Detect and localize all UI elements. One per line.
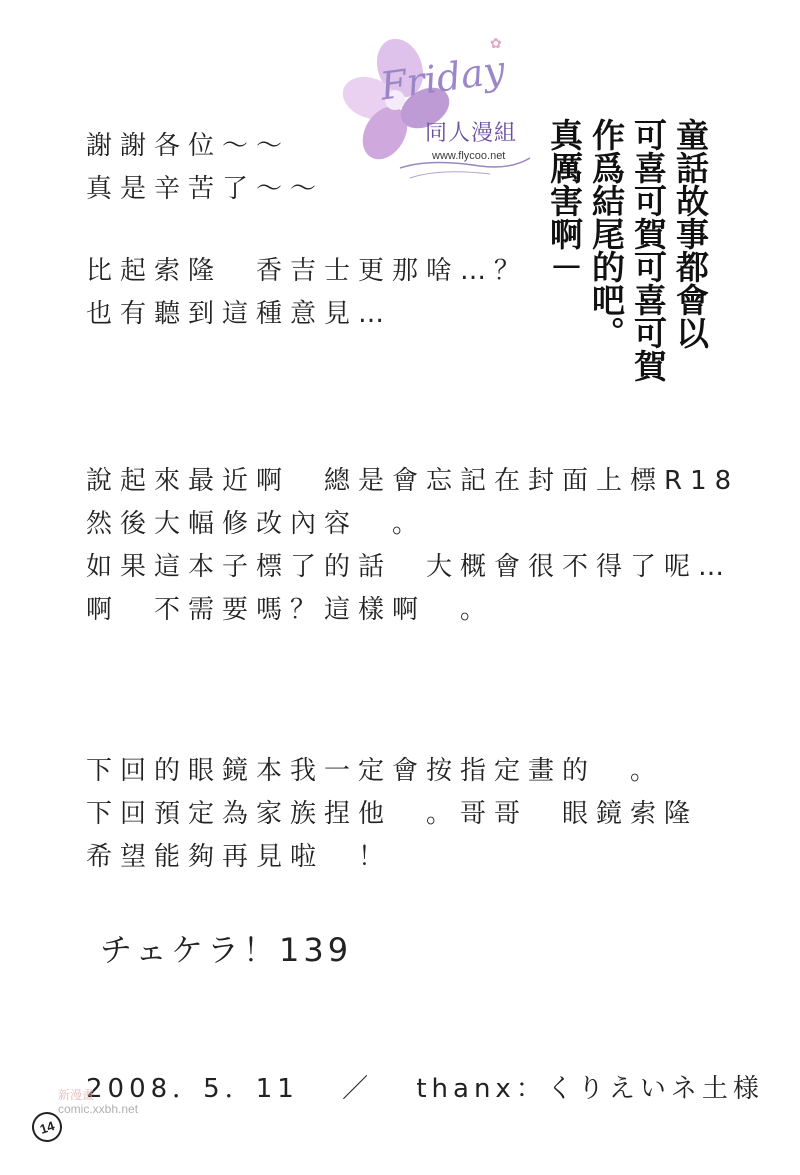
watermark-line: 新漫畫 — [58, 1088, 95, 1102]
text-line: 下回預定為家族捏他 。哥哥 眼鏡索隆 — [86, 799, 699, 829]
logo-url: www.flycoo.net — [432, 150, 506, 162]
text-line: 希望能夠再見啦 ！ — [86, 842, 393, 872]
text-line: 啊 不需要嗎？這樣啊 。 — [86, 595, 495, 625]
paragraph-opinion — [86, 250, 528, 336]
site-watermark — [58, 1088, 138, 1116]
vertical-text-column: 可喜可賀可喜可賀 — [629, 118, 668, 382]
footer-thanks: thanx：くりえいネ土様 — [416, 1074, 764, 1104]
text-line: 說起來最近啊 總是會忘記在封面上標R18 — [86, 466, 740, 496]
vertical-text-block — [546, 118, 708, 428]
group-logo — [340, 28, 550, 188]
page-number-badge: 14 — [28, 1108, 66, 1146]
paragraph-thanks — [86, 125, 324, 211]
text-line: 比起索隆 香吉士更那啥…？ — [86, 256, 529, 286]
text-line: 如果這本子標了的話 大概會很不得了呢… — [86, 552, 733, 582]
text-line: 下回的眼鏡本我一定會按指定畫的 。 — [86, 756, 665, 786]
vertical-text-column: 童話故事都會以 — [671, 118, 710, 349]
signature: チェケラ！139 — [100, 931, 353, 969]
footer-line — [86, 1068, 764, 1105]
footer-separator: ／ — [342, 1074, 374, 1104]
text-line: 謝謝各位～～ — [86, 131, 291, 161]
watermark-line: comic.xxbh.net — [58, 1102, 139, 1116]
flower-icon — [340, 28, 550, 188]
logo-name: 同人漫組 — [425, 121, 518, 146]
text-line: 然後大幅修改內容 。 — [86, 509, 427, 539]
paragraph-r18 — [86, 460, 739, 632]
footer-date: 2008．5．11 — [86, 1074, 299, 1104]
svg-text:✿: ✿ — [490, 36, 502, 52]
text-line: 真是辛苦了～～ — [86, 174, 325, 204]
text-line: 也有聽到這種意見… — [86, 299, 393, 329]
logo-script-text: Friday — [377, 47, 508, 109]
vertical-text-column: 真厲害啊－ — [545, 118, 584, 283]
paragraph-next-time — [86, 750, 698, 879]
vertical-text-column: 作爲結尾的吧。 — [587, 118, 626, 349]
